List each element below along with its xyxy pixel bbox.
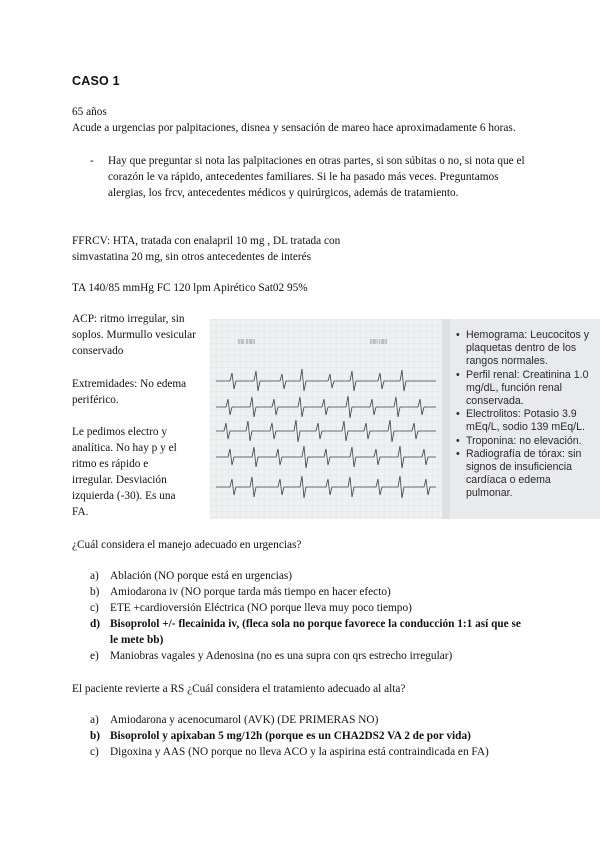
option-b-correct: [90, 728, 530, 744]
svg-text:|||||| ||||||: |||||| ||||||: [370, 339, 387, 345]
option-text: Amiodarona iv (NO porque tarda más tiempo en hacer efecto): [110, 586, 391, 598]
option-c: [90, 600, 530, 616]
option-text: Digoxina y AAS (NO porque no lleva ACO y la aspirina está contraindicada en FA): [110, 746, 489, 758]
option-c: [90, 744, 530, 760]
question-2-options: [90, 712, 530, 760]
option-b: [90, 584, 530, 600]
svg-text:||||| |||||||: ||||| |||||||: [238, 339, 255, 345]
history-note-text: Hay que preguntar si nota las palpitaciones en otras partes, si son súbitas o no, si nota que el corazón le va rápido, antecedentes familiares. Si le ha pasado más veces. Preguntamos alergias, los frcv, antecedentes médicos y quirúrgicos, además de tratamiento.: [108, 155, 525, 199]
risk-factors: FFRCV: HTA, tratada con enalapril 10 mg , DL tratada con simvastatina 20 mg, sin otros antecedentes de interés: [72, 235, 341, 263]
option-letter: b): [90, 586, 100, 598]
ecg-tracing: [210, 319, 442, 519]
option-text: Maniobras vagales y Adenosina (no es una supra con qrs estrecho irregular): [110, 650, 453, 662]
option-a: [90, 712, 530, 728]
option-letter: b): [90, 730, 101, 742]
option-text: Bisoprolol y apixaban 5 mg/12h (porque es un CHA2DS2 VA 2 de por vida): [110, 730, 471, 742]
option-text: Amiodarona y acenocumarol (AVK) (DE PRIMERAS NO): [110, 714, 379, 726]
patient-age: 65 años: [72, 106, 107, 118]
dash-bullet: -: [90, 155, 94, 167]
ecg-image: [210, 319, 442, 519]
auscultation: ACP: ritmo irregular, sin soplos. Murmullo vesicular conservado: [72, 313, 196, 357]
option-letter: d): [90, 618, 101, 630]
option-e: [90, 648, 530, 664]
option-letter: e): [90, 650, 99, 662]
lab-results-panel: [450, 319, 600, 519]
extremities: Extremidades: No edema periférico.: [72, 378, 187, 406]
option-a: [90, 568, 530, 584]
lab-result-item: • Troponina: no elevación.: [456, 435, 594, 448]
ecg-and-lab-figure: [210, 319, 600, 519]
question-2: El paciente revierte a RS ¿Cuál considera el tratamiento adecuado al alta?: [72, 683, 406, 695]
vital-signs: TA 140/85 mmHg FC 120 lpm Apirético Sat02 95%: [72, 282, 308, 294]
option-text: ETE +cardioversión Eléctrica (NO porque lleva muy poco tiempo): [110, 602, 412, 614]
option-letter: a): [90, 570, 99, 582]
option-letter: c): [90, 602, 99, 614]
question-1: ¿Cuál considera el manejo adecuado en urgencias?: [72, 539, 302, 551]
case-title: CASO 1: [72, 74, 120, 88]
question-1-options: [90, 568, 530, 664]
lab-result-item: • Radiografía de tórax: sin signos de insuficiencia cardíaca o edema pulmonar.: [456, 448, 594, 501]
lab-result-item: • Perfil renal: Creatinina 1.0 mg/dL, función renal conservada.: [456, 369, 594, 409]
option-text: Ablación (NO porque está en urgencias): [110, 570, 293, 582]
ecg-interpretation: Le pedimos electro y analítica. No hay p y el ritmo es rápido e irregular. Desviación izquierda (-30). Es una FA.: [72, 426, 177, 518]
option-d-correct: [90, 616, 530, 648]
option-text: Bisoprolol +/- flecainida iv, (fleca sola no porque favorece la conducción 1:1 así que se le mete bb): [110, 618, 521, 646]
lab-result-item: • Hemograma: Leucocitos y plaquetas dentro de los rangos normales.: [456, 329, 594, 369]
option-letter: a): [90, 714, 99, 726]
lab-result-item: • Electrolitos: Potasio 3.9 mEq/L, sodio 139 mEq/L.: [456, 408, 594, 434]
presentation-text: Acude a urgencias por palpitaciones, disnea y sensación de mareo hace aproximadamente 6 horas.: [72, 122, 516, 134]
option-letter: c): [90, 746, 99, 758]
